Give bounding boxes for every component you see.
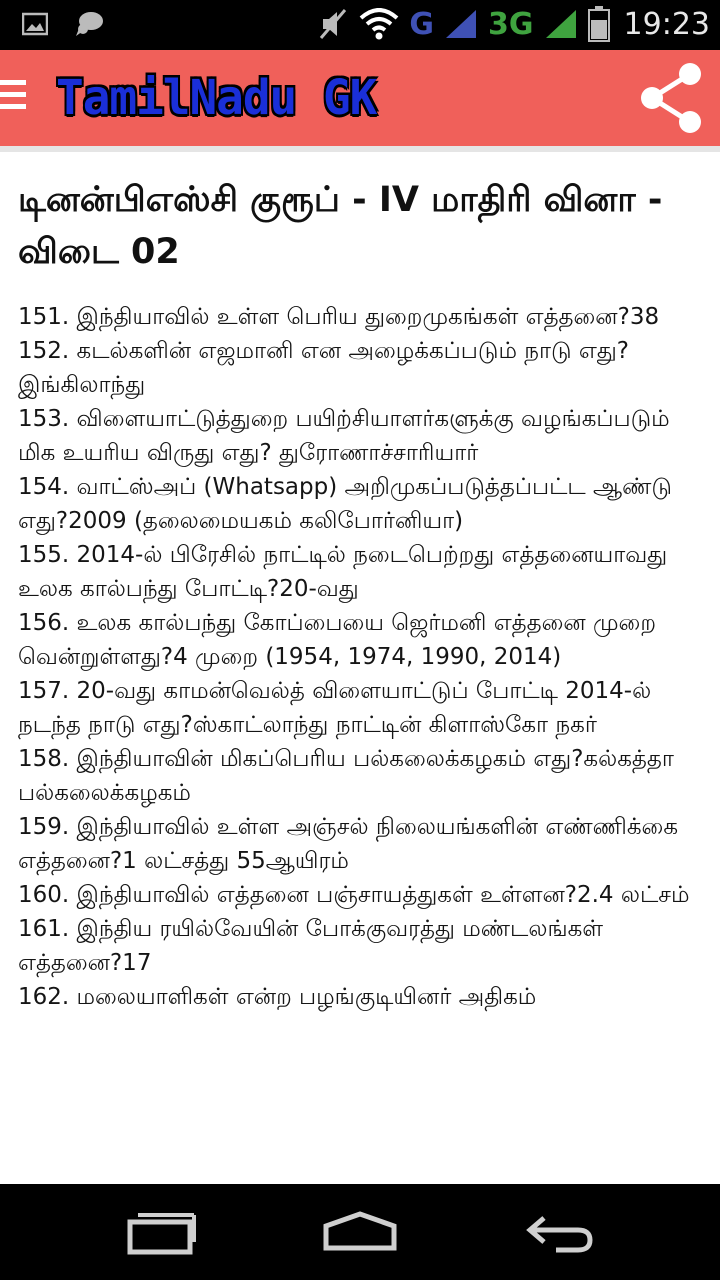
list-item: 155. 2014-ல் பிரேசில் நாட்டில் நடைபெற்றது எத்தனையாவது உலக கால்பந்து போட்டி?20-வது bbox=[18, 542, 668, 602]
list-item: 160. இந்தியாவில் எத்தனை பஞ்சாயத்துகள் உள்ளன?2.4 லட்சம் bbox=[18, 882, 690, 908]
status-time: 19:23 bbox=[623, 6, 710, 42]
list-item: 159. இந்தியாவில் உள்ள அஞ்சல் நிலையங்களின் எண்ணிக்கை எத்தனை?1 லட்சத்து 55ஆயிரம் bbox=[18, 814, 679, 874]
navigation-bar bbox=[0, 1184, 720, 1280]
hamburger-menu-icon[interactable] bbox=[0, 80, 26, 116]
network-type-label: G bbox=[409, 6, 435, 42]
list-item: 157. 20-வது காமன்வெல்த் விளையாட்டுப் போட்டி 2014-ல் நடந்த நாடு எது?ஸ்காட்லாந்து நாட்டின் கிளாஸ்கோ நகர் bbox=[18, 678, 652, 738]
list-item: 158. இந்தியாவின் மிகப்பெரிய பல்கலைக்கழகம் எது?கல்கத்தா பல்கலைக்கழகம் bbox=[18, 746, 674, 806]
share-icon[interactable] bbox=[638, 62, 706, 134]
battery-icon bbox=[588, 6, 610, 42]
list-item: 162. மலையாளிகள் என்ற பழங்குடியினர் அதிகம் bbox=[18, 984, 537, 1010]
signal-icon bbox=[444, 8, 478, 40]
app-title: TamilNadu GK bbox=[56, 68, 377, 126]
qa-list bbox=[18, 300, 708, 1014]
list-item: 161. இந்திய ரயில்வேயின் போக்குவரத்து மண்டலங்கள் எத்தனை?17 bbox=[18, 916, 604, 976]
list-item: 152. கடல்களின் எஜமானி என அழைக்கப்படும் நாடு எது?இங்கிலாந்து bbox=[18, 338, 629, 398]
status-bar bbox=[0, 0, 720, 50]
list-item: 154. வாட்ஸ்அப் (Whatsapp) அறிமுகப்படுத்தப்பட்ட ஆண்டு எது?2009 (தலைமையகம் கலிபோர்னியா) bbox=[18, 474, 672, 534]
network-type-3g-label: 3G bbox=[488, 6, 534, 42]
mute-icon bbox=[317, 7, 349, 41]
article-content[interactable] bbox=[0, 152, 720, 1184]
list-item: 153. விளையாட்டுத்துறை பயிற்சியாளர்களுக்கு வழங்கப்படும் மிக உயரிய விருது எது? துரோணாச்சாரியார் bbox=[18, 406, 670, 466]
home-icon[interactable] bbox=[320, 1208, 400, 1256]
image-icon bbox=[22, 11, 48, 37]
back-icon[interactable] bbox=[522, 1208, 596, 1256]
list-item: 156. உலக கால்பந்து கோப்பையை ஜெர்மனி எத்தனை முறை வென்றுள்ளது?4 முறை (1954, 1974, 1990, 2014) bbox=[18, 610, 656, 670]
chat-icon bbox=[74, 10, 104, 38]
recent-apps-icon[interactable] bbox=[126, 1208, 198, 1256]
page-title: டினன்பிஎஸ்சி குரூப் - IV மாதிரி வினா - விடை 02 bbox=[18, 180, 663, 272]
app-bar bbox=[0, 50, 720, 146]
list-item: 151. இந்தியாவில் உள்ள பெரிய துறைமுகங்கள் எத்தனை?38 bbox=[18, 304, 660, 330]
signal-icon bbox=[544, 8, 578, 40]
wifi-icon bbox=[359, 8, 399, 40]
